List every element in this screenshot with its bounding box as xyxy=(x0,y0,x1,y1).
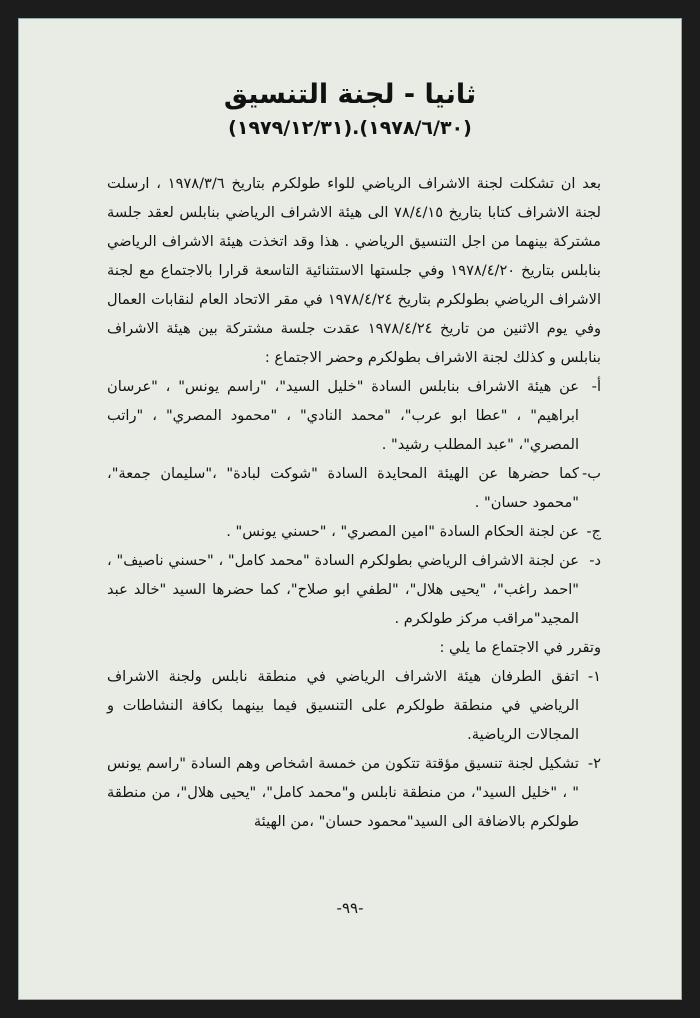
page-title: ثانيا - لجنة التنسيق xyxy=(223,79,477,110)
list-marker: د- xyxy=(589,552,601,569)
list-item xyxy=(107,517,601,546)
list-marker: ب- xyxy=(581,465,601,482)
page-subtitle: (١٩٧٨/٦/٣٠).(١٩٧٩/١٢/٣١) xyxy=(228,117,472,139)
list-item xyxy=(107,546,601,633)
page-number: -٩٩- xyxy=(336,899,364,917)
list-item xyxy=(107,749,601,836)
list-item-text: اتفق الطرفان هيئة الاشراف الرياضي في منطقة نابلس ولجنة الاشراف الرياضي في منطقة طولكرم على التنسيق فيما بينهما بكافة النشاطات و المجالات الرياضية. xyxy=(107,668,579,743)
list-item xyxy=(107,662,601,749)
list-item-text: كما حضرها عن الهيئة المحايدة السادة "شوكت لبادة" ،"سليمان جمعة"، "محمود حسان" . xyxy=(107,465,579,511)
document-body xyxy=(107,169,601,836)
list-item-text: عن لجنة الاشراف الرياضي بطولكرم السادة "محمد كامل" ، "حسني ناصيف" ، "احمد راغب"، "يحيى هلال"، "لطفي ابو صلاح"، كما حضرها السيد "خالد عبد المجيد"مراقب مركز طولكرم . xyxy=(107,552,579,627)
intro-paragraph: بعد ان تشكلت لجنة الاشراف الرياضي للواء طولكرم بتاريخ ١٩٧٨/٣/٦ ، ارسلت لجنة الاشراف كتابا بتاريخ ٧٨/٤/١٥ الى هيئة الاشراف الرياضي بنابلس لعقد جلسة مشتركة بينهما من اجل التنسيق الرياضي . هذا وقد اتخذت هيئة الاشراف الرياضي بنابلس بتاريخ ١٩٧٨/٤/٢٠ وفي جلستها الاستثنائية التاسعة قرارا بالاجتماع مع لجنة الاشراف الرياضي بطولكرم بتاريخ ١٩٧٨/٤/٢٤ في مقر الاتحاد العام لنقابات العمال وفي يوم الاثنين من تاريخ ١٩٧٨/٤/٢٤ عقدت جلسة مشتركة بين هيئة الاشراف بنابلس و كذلك لجنة الاشراف بطولكرم وحضر الاجتماع : xyxy=(107,175,602,366)
list-marker: ١- xyxy=(587,668,601,685)
list-item xyxy=(107,372,601,459)
list-item xyxy=(107,459,601,517)
decisions-intro: وتقرر في الاجتماع ما يلي : xyxy=(439,639,601,656)
list-item-text: تشكيل لجنة تنسيق مؤقتة تتكون من خمسة اشخاص وهم السادة "راسم يونس " ، "خليل السيد"، من منطقة نابلس و"محمد كامل"، "يحيى هلال"، من منطقة طولكرم بالاضافة الى السيد"محمود حسان" ،من الهيئة xyxy=(107,755,579,830)
attendees-list xyxy=(107,372,601,633)
decisions-list xyxy=(107,662,601,836)
list-marker: ٢- xyxy=(587,755,601,772)
list-item-text: عن لجنة الحكام السادة "امين المصري" ، "حسني يونس" . xyxy=(226,523,579,540)
list-item-text: عن هيئة الاشراف بنابلس السادة "خليل السيد"، "راسم يونس" ، "عرسان ابراهيم" ، "عطا ابو عرب"، "محمد النادي" ، "محمود المصري" ، "راتب المصري"، "عبد المطلب رشيد" . xyxy=(107,378,579,453)
list-marker: ج- xyxy=(586,523,601,540)
document-page xyxy=(18,18,682,1000)
list-marker: أ- xyxy=(591,378,601,395)
